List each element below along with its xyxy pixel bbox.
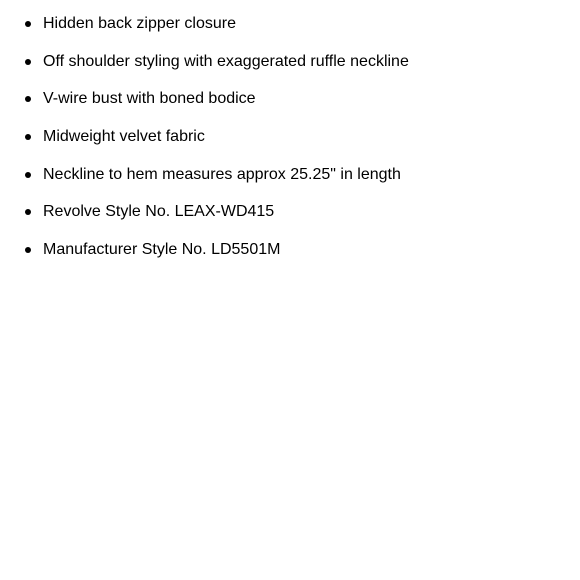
feature-text: Off shoulder styling with exaggerated ruffle neckline <box>43 52 409 70</box>
feature-text: Hidden back zipper closure <box>43 14 236 32</box>
list-item <box>0 43 580 81</box>
list-item <box>0 5 580 43</box>
list-item <box>0 80 580 118</box>
list-item <box>0 118 580 156</box>
bullet-icon <box>25 21 31 27</box>
product-features-list <box>0 5 580 269</box>
list-item <box>0 231 580 269</box>
feature-text: Neckline to hem measures approx 25.25" in length <box>43 165 401 183</box>
feature-text: Revolve Style No. LEAX-WD415 <box>43 203 275 221</box>
list-item <box>0 193 580 231</box>
feature-text: Midweight velvet fabric <box>43 127 205 145</box>
feature-text: V-wire bust with boned bodice <box>43 90 256 108</box>
feature-text: Manufacturer Style No. LD5501M <box>43 240 281 258</box>
bullet-icon <box>25 247 31 253</box>
bullet-icon <box>25 134 31 140</box>
bullet-icon <box>25 172 31 178</box>
bullet-icon <box>25 209 31 215</box>
bullet-icon <box>25 59 31 65</box>
list-item <box>0 156 580 194</box>
bullet-icon <box>25 96 31 102</box>
